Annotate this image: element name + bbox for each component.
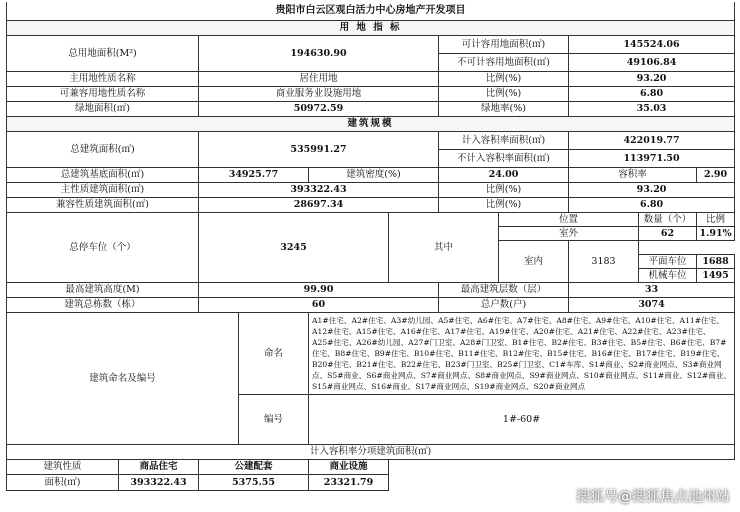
total-gfa-label: 总建筑面积(㎡) [7,131,199,167]
nonfar-gfa-value: 113971.50 [569,149,735,167]
max-floors-label: 最高建筑层数（层） [439,282,569,297]
compat-use-value: 商业服务业设施用地 [199,86,439,101]
parking-col-count: 数量（个） [639,212,697,226]
parking-total-value: 3245 [199,212,389,282]
project-indicator-sheet [6,2,734,491]
main-gfa-value: 393322.43 [199,182,439,197]
breakdown-blank-head [389,459,735,474]
green-area-label: 绿地面积(㎡) [7,101,199,116]
main-gfa-label: 主性质建筑面积(㎡) [7,182,199,197]
main-gfa-ratio-label: 比例(%) [439,182,569,197]
base-area-label: 总建筑基底面积(㎡) [7,167,199,182]
nonplot-land-area-value: 49106.84 [569,53,735,71]
compat-gfa-ratio-value: 6.80 [569,197,735,212]
naming-number-value: 1#-60# [309,394,735,444]
breakdown-col-label: 建筑性质 [7,459,119,474]
compat-use-ratio-label: 比例(%) [439,86,569,101]
land-section-heading: 用 地 指 标 [7,20,735,35]
breakdown-col-residential: 商品住宅 [119,459,199,474]
building-names-list: A1#住宅、A2#住宅、A3#幼儿园、A5#住宅、A6#住宅、A7#住宅、A8#住宅、A9#住宅、A10#住宅、A11#住宅、A12#住宅、A15#住宅、A16#住宅、A17#住宅、A19#住宅、A20#住宅、A21#住宅、A22#住宅、A23#住宅、A25#住宅、A26#幼儿园、A27#门卫室、A28#门卫室、B1#住宅、B2#住宅、B3#住宅、B5#住宅、B6#住宅、B7#住宅、B8#住宅、B9#住宅、B10#住宅、B11#住宅、B12#住宅、B15#住宅、B16#住宅、B17#住宅、B19#住宅、B20#住宅、B21#住宅、B22#住宅、B23#门卫室、B25#门卫室、C1#车库、S1#商业、S2#商业网点、S3#商业网点、S5#商业、S6#商业网点、S7#商业网点、S8#商业网点、S9#商业网点、S10#商业网点、S11#商业、S12#商业、S15#商业网点、S16#商业、S17#商业网点、S19#商业网点、S20#商业网点 [309,312,735,394]
density-value: 24.00 [439,167,569,182]
far-label: 容积率 [569,167,697,182]
compat-gfa-value: 28697.34 [199,197,439,212]
plot-land-area-label: 可计容用地面积(㎡) [439,35,569,53]
naming-name-label: 命名 [239,312,309,394]
households-value: 3074 [569,297,735,312]
breakdown-commercial-value: 23321.79 [309,474,389,490]
plot-land-area-value: 145524.06 [569,35,735,53]
naming-section-label: 建筑命名及编号 [7,312,239,444]
breakdown-col-public: 公建配套 [199,459,309,474]
parking-indoor-label: 室内 [499,240,569,282]
max-floors-value: 33 [569,282,735,297]
total-gfa-value: 535991.27 [199,131,439,167]
parking-of-which: 其中 [389,212,499,282]
green-rate-value: 35.03 [569,101,735,116]
max-height-label: 最高建筑高度(M) [7,282,199,297]
main-use-value: 居住用地 [199,71,439,86]
naming-number-label: 编号 [239,394,309,444]
building-section-heading: 建筑规模 [7,116,735,131]
parking-spacer [639,240,735,254]
green-area-value: 50972.59 [199,101,439,116]
total-land-area-value: 194630.90 [199,35,439,71]
parking-outdoor-count: 62 [639,226,697,240]
nonfar-gfa-label: 不计入容积率面积(㎡) [439,149,569,167]
compat-gfa-ratio-label: 比例(%) [439,197,569,212]
far-value: 2.90 [697,167,735,182]
breakdown-residential-value: 393322.43 [119,474,199,490]
base-area-value: 34925.77 [199,167,309,182]
compat-use-ratio-value: 6.80 [569,86,735,101]
parking-mech-count: 1495 [697,268,735,282]
parking-flat-label: 平面车位 [639,254,697,268]
parking-mech-label: 机械车位 [639,268,697,282]
main-gfa-ratio-value: 93.20 [569,182,735,197]
total-land-area-label: 总用地面积(M²) [7,35,199,71]
parking-outdoor-ratio: 1.91% [697,226,735,240]
watermark: 搜狐号@搜狐焦点池州站 [576,489,730,505]
far-gfa-label: 计入容积率面积(㎡) [439,131,569,149]
building-count-label: 建筑总栋数（栋） [7,297,199,312]
parking-flat-count: 1688 [697,254,735,268]
households-label: 总户数(户) [439,297,569,312]
parking-col-position: 位置 [499,212,639,226]
breakdown-public-value: 5375.55 [199,474,309,490]
parking-indoor-count: 3183 [569,240,639,282]
building-count-value: 60 [199,297,439,312]
main-use-label: 主用地性质名称 [7,71,199,86]
max-height-value: 99.90 [199,282,439,297]
page-title: 贵阳市白云区观白活力中心房地产开发项目 [7,2,735,20]
breakdown-row-label: 面积(㎡) [7,474,119,490]
breakdown-heading: 计入容积率分项建筑面积(㎡) [7,444,735,459]
breakdown-col-commercial: 商业设施 [309,459,389,474]
compat-use-label: 可兼容用地性质名称 [7,86,199,101]
compat-gfa-label: 兼容性质建筑面积(㎡) [7,197,199,212]
green-rate-label: 绿地率(%) [439,101,569,116]
nonplot-land-area-label: 不可计容用地面积(㎡) [439,53,569,71]
parking-outdoor-label: 室外 [499,226,639,240]
main-use-ratio-value: 93.20 [569,71,735,86]
indicator-table [6,2,735,491]
density-label: 建筑密度(%) [309,167,439,182]
main-use-ratio-label: 比例(%) [439,71,569,86]
parking-col-ratio: 比例 [697,212,735,226]
parking-total-label: 总停车位（个） [7,212,199,282]
far-gfa-value: 422019.77 [569,131,735,149]
